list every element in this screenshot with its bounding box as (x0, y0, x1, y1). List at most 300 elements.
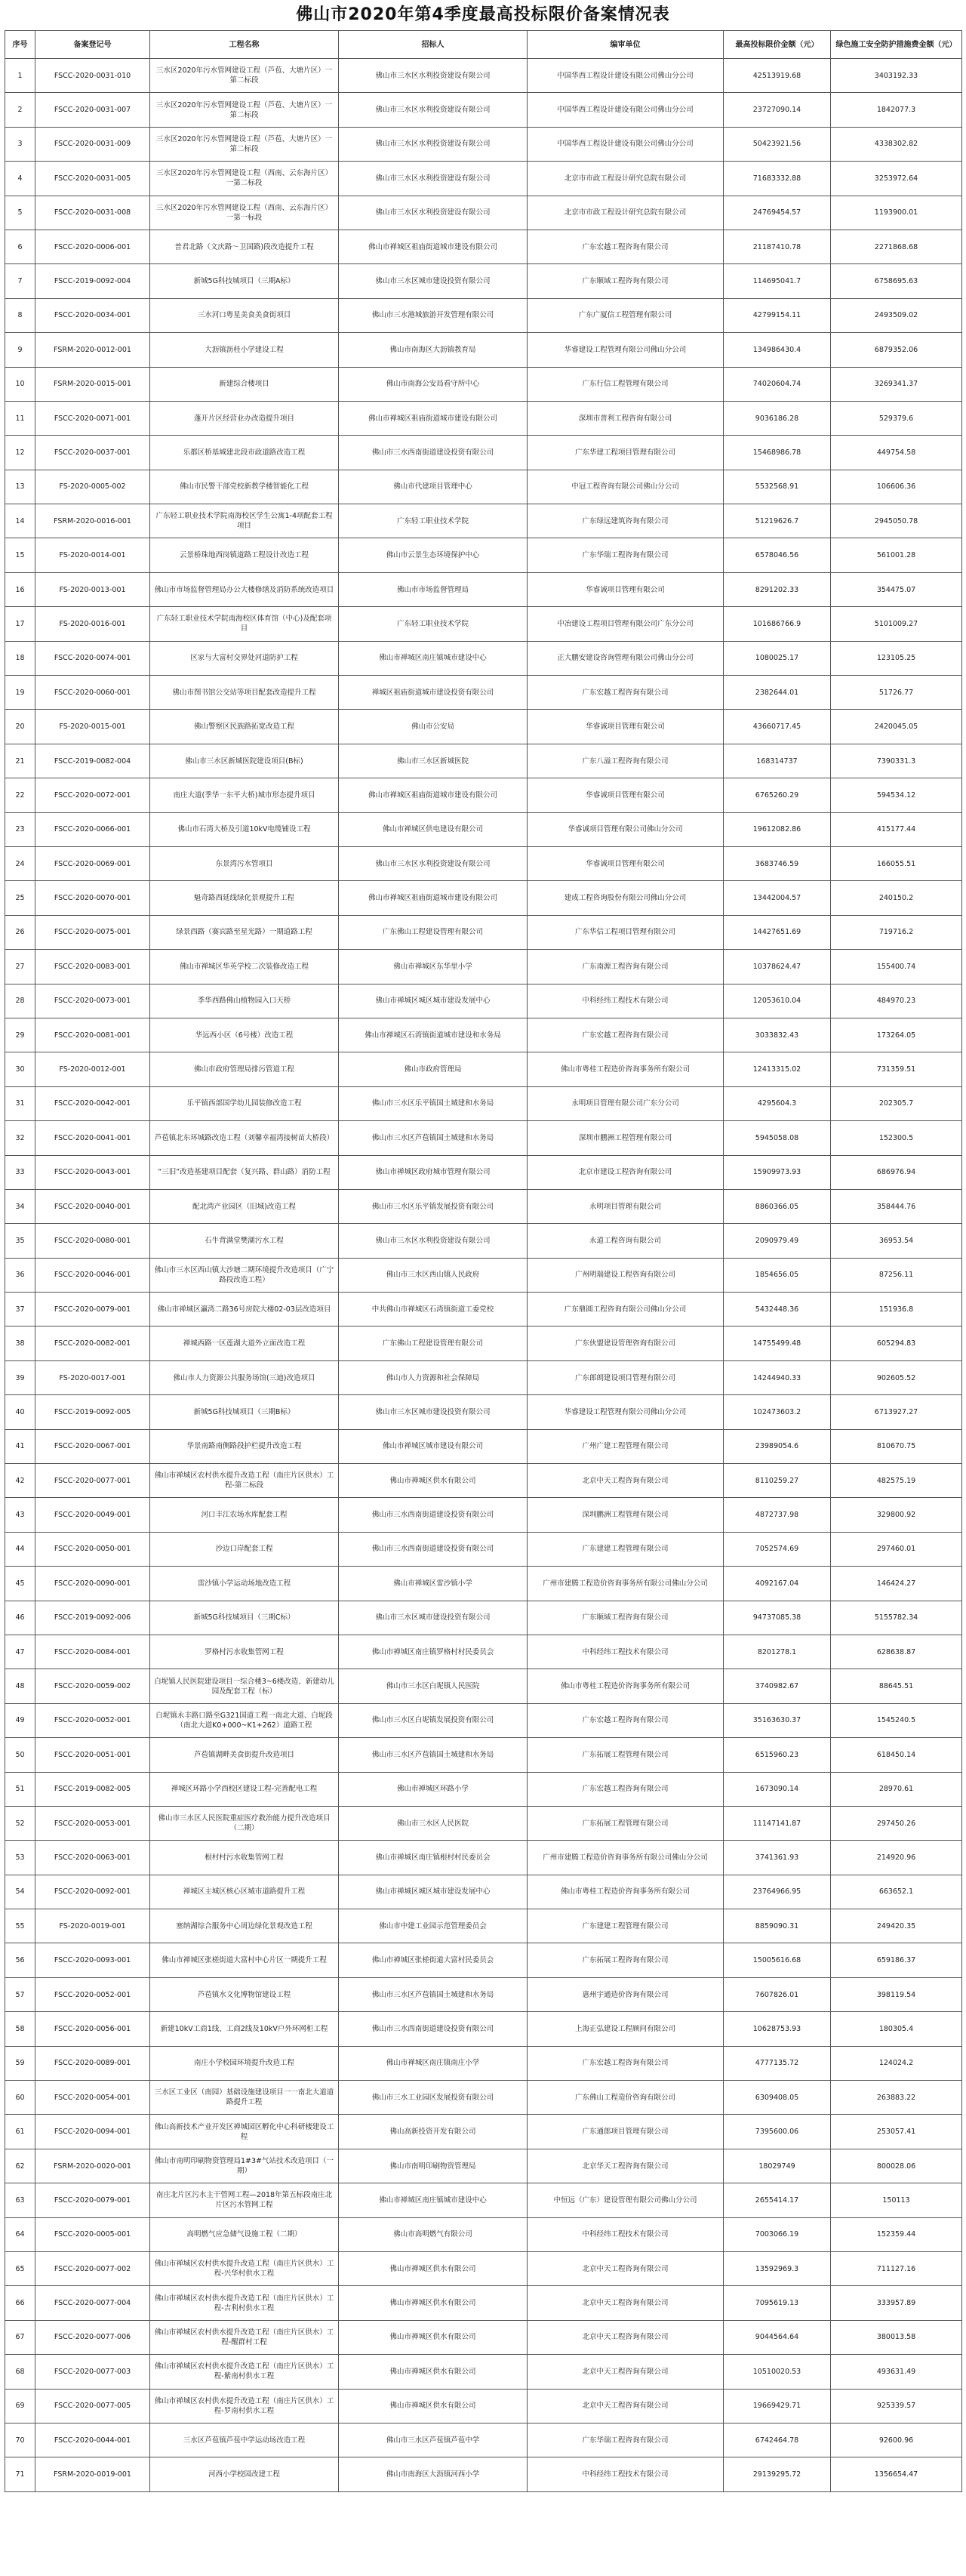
cell-max-price: 7052574.69 (724, 1532, 831, 1566)
cell-compiler: 中恒远（广东）建设管理有限公司佛山分公司 (528, 2183, 724, 2217)
cell-index: 29 (5, 1018, 35, 1052)
table-row (5, 1018, 962, 1052)
cell-compiler: 中科经纬工程技术有限公司 (528, 2217, 724, 2251)
cell-compiler: 中科经纬工程技术有限公司 (528, 2457, 724, 2491)
cell-filing-no: FSCC-2020-0083-001 (35, 950, 150, 984)
cell-filing-no: FSCC-2020-0079-001 (35, 1293, 150, 1327)
cell-filing-no: FSCC-2020-0031-008 (35, 196, 150, 230)
cell-safety-fee: 5101009.27 (831, 607, 962, 641)
cell-project-name: 大沥镇沥桂小学建设工程 (150, 333, 339, 367)
cell-safety-fee: 87256.11 (831, 1258, 962, 1292)
cell-safety-fee: 618450.14 (831, 1738, 962, 1772)
cell-filing-no: FSCC-2020-0077-002 (35, 2252, 150, 2286)
cell-index: 3 (5, 127, 35, 161)
cell-max-price: 3033832.43 (724, 1018, 831, 1052)
cell-tenderer: 佛山市三水区芦苞镇国土城建和水务局 (339, 1738, 528, 1772)
table-row (5, 812, 962, 846)
cell-tenderer: 佛山市禅城区供水有限公司 (339, 2355, 528, 2389)
table-row (5, 778, 962, 812)
cell-max-price: 102473603.2 (724, 1395, 831, 1429)
cell-filing-no: FSCC-2020-0069-001 (35, 846, 150, 880)
cell-index: 12 (5, 436, 35, 470)
cell-safety-fee: 1356654.47 (831, 2457, 962, 2491)
cell-tenderer: 佛山市禅城区城市建设有限公司 (339, 1429, 528, 1463)
cell-max-price: 7395600.06 (724, 2115, 831, 2149)
cell-project-name: 佛山市民警干部党校新教学楼智能化工程 (150, 470, 339, 504)
cell-filing-no: FSRM-2020-0012-001 (35, 333, 150, 367)
cell-safety-fee: 4338302.82 (831, 127, 962, 161)
cell-filing-no: FSCC-2020-0077-004 (35, 2286, 150, 2320)
cell-project-name: 东景湾污水管项目 (150, 846, 339, 880)
cell-index: 59 (5, 2046, 35, 2080)
cell-project-name: 佛山市禅城区农村供水提升改造工程（南庄片区供水）工程-兴华村供水工程 (150, 2252, 339, 2286)
cell-index: 47 (5, 1635, 35, 1669)
cell-project-name: 南庄北片区污水主干管网工程—2018年第五标段南庄北片区污水管网工程 (150, 2183, 339, 2217)
table-row (5, 1806, 962, 1840)
cell-max-price: 14755499.48 (724, 1327, 831, 1360)
cell-max-price: 1673090.14 (724, 1772, 831, 1806)
cell-tenderer: 佛山市人力资源和社会保障局 (339, 1360, 528, 1394)
cell-index: 65 (5, 2252, 35, 2286)
table-row (5, 1189, 962, 1223)
cell-max-price: 5532568.91 (724, 470, 831, 504)
cell-tenderer: 佛山市高明燃气有限公司 (339, 2217, 528, 2251)
cell-filing-no: FSCC-2020-0090-001 (35, 1567, 150, 1601)
table-row (5, 1052, 962, 1086)
table-row (5, 367, 962, 401)
cell-safety-fee: 810670.75 (831, 1429, 962, 1463)
cell-filing-no: FSCC-2020-0084-001 (35, 1635, 150, 1669)
cell-compiler: 广东八溢工程咨询有限公司 (528, 744, 724, 778)
cell-project-name: 芦苞镇湖畔美食街提升改造项目 (150, 1738, 339, 1772)
cell-compiler: 北京中天工程咨询有限公司 (528, 2320, 724, 2354)
cell-compiler: 深圳市普利工程咨询有限公司 (528, 401, 724, 435)
cell-safety-fee: 380013.58 (831, 2320, 962, 2354)
table-row (5, 2081, 962, 2115)
cell-project-name: 雷沙镇小学运动场地改造工程 (150, 1567, 339, 1601)
cell-max-price: 10628753.93 (724, 2012, 831, 2046)
cell-max-price: 12053610.04 (724, 984, 831, 1018)
cell-project-name: 新城5G科技城项目（三期C标） (150, 1601, 339, 1635)
cell-max-price: 13442004.57 (724, 881, 831, 915)
cell-index: 9 (5, 333, 35, 367)
cell-filing-no: FSCC-2020-0075-001 (35, 915, 150, 949)
cell-compiler: 北京中天工程咨询有限公司 (528, 2286, 724, 2320)
cell-filing-no: FSCC-2020-0056-001 (35, 2012, 150, 2046)
table-row (5, 264, 962, 298)
cell-index: 36 (5, 1258, 35, 1292)
cell-max-price: 6309408.05 (724, 2081, 831, 2115)
cell-tenderer: 佛山市三水区水利投资建设有限公司 (339, 162, 528, 196)
cell-compiler: 广东华信工程项目管理有限公司 (528, 915, 724, 949)
cell-tenderer: 佛山市代建项目管理中心 (339, 470, 528, 504)
cell-index: 28 (5, 984, 35, 1018)
cell-compiler: 北京市建设工程咨询有限公司 (528, 1155, 724, 1189)
cell-compiler: 华睿诚项目管理有限公司 (528, 572, 724, 606)
cell-safety-fee: 902605.52 (831, 1360, 962, 1394)
cell-project-name: 南庄大道(季华一东平大桥)城市形态提升项目 (150, 778, 339, 812)
table-row (5, 93, 962, 127)
cell-safety-fee: 124024.2 (831, 2046, 962, 2080)
cell-max-price: 6578046.56 (724, 538, 831, 572)
cell-index: 17 (5, 607, 35, 641)
cell-max-price: 8860366.05 (724, 1189, 831, 1223)
table-row (5, 127, 962, 161)
cell-project-name: 普君北路（文庆路～卫国路)段改造提升工程 (150, 230, 339, 263)
cell-index: 48 (5, 1669, 35, 1703)
cell-tenderer: 广东轻工职业技术学院 (339, 607, 528, 641)
cell-compiler: 永道工程咨询有限公司 (528, 1224, 724, 1258)
cell-compiler: 华睿诚项目管理有限公司佛山分公司 (528, 812, 724, 846)
table-row (5, 2286, 962, 2320)
cell-max-price: 4295604.3 (724, 1086, 831, 1120)
cell-index: 40 (5, 1395, 35, 1429)
cell-max-price: 14427651.69 (724, 915, 831, 949)
cell-index: 67 (5, 2320, 35, 2354)
cell-max-price: 23989054.6 (724, 1429, 831, 1463)
cell-index: 24 (5, 846, 35, 880)
cell-index: 68 (5, 2355, 35, 2389)
cell-index: 6 (5, 230, 35, 263)
cell-compiler: 华睿诚项目管理有限公司 (528, 846, 724, 880)
cell-safety-fee: 180305.4 (831, 2012, 962, 2046)
cell-max-price: 24769454.57 (724, 196, 831, 230)
table-row (5, 2423, 962, 2457)
cell-index: 50 (5, 1738, 35, 1772)
cell-safety-fee: 155400.74 (831, 950, 962, 984)
cell-compiler: 永明项目管理有限公司广东分公司 (528, 1086, 724, 1120)
cell-index: 35 (5, 1224, 35, 1258)
cell-tenderer: 佛山市三水区城市建设投资有限公司 (339, 1601, 528, 1635)
cell-compiler: 北京市市政工程设计研究总院有限公司 (528, 162, 724, 196)
cell-safety-fee: 51726.77 (831, 676, 962, 710)
cell-safety-fee: 628638.87 (831, 1635, 962, 1669)
cell-tenderer: 佛山市禅城区南庄镇南庄小学 (339, 2046, 528, 2080)
cell-project-name: 三水河口粤星美食美食街项目 (150, 298, 339, 332)
table-row (5, 1703, 962, 1737)
cell-index: 44 (5, 1532, 35, 1566)
cell-tenderer: 佛山市云景生态环境保护中心 (339, 538, 528, 572)
cell-compiler: 广东绿远建筑咨询有限公司 (528, 504, 724, 538)
cell-project-name: 佛山市南明印刷物资管理局1#3#气站技术改造项目（一期） (150, 2149, 339, 2183)
table-row (5, 162, 962, 196)
cell-tenderer: 佛山市三水西南街道建设投资有限公司 (339, 436, 528, 470)
cell-tenderer: 佛山市三水区白坭镇发展投资有限公司 (339, 1703, 528, 1737)
cell-filing-no: FSCC-2020-0006-001 (35, 230, 150, 263)
cell-max-price: 168314737 (724, 744, 831, 778)
cell-compiler: 华睿建设工程管理有限公司佛山分公司 (528, 333, 724, 367)
cell-safety-fee: 263883.22 (831, 2081, 962, 2115)
cell-index: 14 (5, 504, 35, 538)
cell-max-price: 8110259.27 (724, 1464, 831, 1498)
cell-compiler: 广州市建腾工程造价咨询事务所有限公司佛山分公司 (528, 1567, 724, 1601)
cell-tenderer: 佛山市禅城区雷沙镇小学 (339, 1567, 528, 1601)
cell-safety-fee: 88645.51 (831, 1669, 962, 1703)
cell-index: 45 (5, 1567, 35, 1601)
cell-safety-fee: 449754.58 (831, 436, 962, 470)
cell-max-price: 4092167.04 (724, 1567, 831, 1601)
cell-safety-fee: 152300.5 (831, 1121, 962, 1155)
cell-index: 27 (5, 950, 35, 984)
cell-safety-fee: 6879352.06 (831, 333, 962, 367)
cell-tenderer: 佛山市禅城区祖庙街道城市建设有限公司 (339, 778, 528, 812)
cell-tenderer: 广东佛山工程建设管理有限公司 (339, 1327, 528, 1360)
cell-max-price: 23764966.95 (724, 1875, 831, 1909)
cell-tenderer: 禅城区祖庙街道城市建设投资有限公司 (339, 676, 528, 710)
cell-project-name: 禅城区主城区核心区城市道路提升工程 (150, 1875, 339, 1909)
cell-compiler: 广东宏越工程咨询有限公司 (528, 230, 724, 263)
cell-compiler: 中国华西工程设计建设有限公司佛山分公司 (528, 127, 724, 161)
cell-tenderer: 佛山市三水区城市建设投资有限公司 (339, 1395, 528, 1429)
cell-tenderer: 佛山市禅城区城区城市建设发展中心 (339, 984, 528, 1018)
cell-project-name: 季华西路佛山植物园入口天桥 (150, 984, 339, 1018)
cell-max-price: 15909973.93 (724, 1155, 831, 1189)
table-row (5, 1532, 962, 1566)
cell-max-price: 74020604.74 (724, 367, 831, 401)
cell-compiler: 永明项目管理有限公司 (528, 1189, 724, 1223)
cell-safety-fee: 166055.51 (831, 846, 962, 880)
cell-filing-no: FSRM-2020-0015-001 (35, 367, 150, 401)
cell-index: 51 (5, 1772, 35, 1806)
cell-index: 20 (5, 710, 35, 744)
cell-filing-no: FSCC-2020-0081-001 (35, 1018, 150, 1052)
cell-safety-fee: 1193900.01 (831, 196, 962, 230)
cell-max-price: 11147141.87 (724, 1806, 831, 1840)
cell-project-name: 三水区芦苞镇芦苞中学运动场改造工程 (150, 2423, 339, 2457)
cell-compiler: 广东华建工程项目管理有限公司 (528, 436, 724, 470)
cell-tenderer: 佛山市三水区乐平镇国土城建和水务局 (339, 1086, 528, 1120)
cell-project-name: 禅城区环路小学西校区建设工程-完善配电工程 (150, 1772, 339, 1806)
cell-compiler: 北京华天工程咨询有限公司 (528, 2149, 724, 2183)
cell-project-name: 芦苞镇水文化博物馆建设工程 (150, 1977, 339, 2011)
table-row (5, 915, 962, 949)
cell-compiler: 华睿建设工程管理有限公司佛山分公司 (528, 1395, 724, 1429)
cell-compiler: 广东建建工程管理有限公司 (528, 1532, 724, 1566)
table-row (5, 1121, 962, 1155)
table-row (5, 2320, 962, 2354)
cell-filing-no: FSCC-2020-0005-001 (35, 2217, 150, 2251)
table-header (5, 31, 962, 59)
cell-project-name: 佛山市三水区人民医院重症医疗救治能力提升改造项目（二期） (150, 1806, 339, 1840)
cell-safety-fee: 240150.2 (831, 881, 962, 915)
table-row (5, 1943, 962, 1977)
cell-max-price: 9036186.28 (724, 401, 831, 435)
cell-safety-fee: 358444.76 (831, 1189, 962, 1223)
cell-compiler: 广东鼎圆工程咨询有限公司佛山分公司 (528, 1293, 724, 1327)
cell-index: 4 (5, 162, 35, 196)
cell-filing-no: FSCC-2020-0050-001 (35, 1532, 150, 1566)
cell-index: 32 (5, 1121, 35, 1155)
cell-tenderer: 佛山市三水区水利投资建设有限公司 (339, 59, 528, 93)
cell-safety-fee: 354475.07 (831, 572, 962, 606)
cell-compiler: 正大鹏安建设咨询管理有限公司佛山分公司 (528, 641, 724, 675)
cell-index: 13 (5, 470, 35, 504)
cell-max-price: 6742464.78 (724, 2423, 831, 2457)
cell-compiler: 华睿诚项目管理有限公司 (528, 710, 724, 744)
cell-filing-no: FSCC-2020-0059-002 (35, 1669, 150, 1703)
table-row (5, 1841, 962, 1875)
cell-safety-fee: 173264.05 (831, 1018, 962, 1052)
table-row (5, 2355, 962, 2389)
cell-safety-fee: 214920.96 (831, 1841, 962, 1875)
cell-tenderer: 佛山市南海区大沥镇教育局 (339, 333, 528, 367)
col-header-index: 序号 (5, 31, 35, 59)
cell-index: 46 (5, 1601, 35, 1635)
cell-safety-fee: 297460.01 (831, 1532, 962, 1566)
cell-filing-no: FS-2020-0016-001 (35, 607, 150, 641)
cell-safety-fee: 7390331.3 (831, 744, 962, 778)
cell-project-name: 河西小学校园改建工程 (150, 2457, 339, 2491)
cell-filing-no: FSCC-2020-0072-001 (35, 778, 150, 812)
cell-max-price: 4872737.98 (724, 1498, 831, 1532)
cell-safety-fee: 2420045.05 (831, 710, 962, 744)
cell-tenderer: 佛山市禅城区南庄镇城市建设中心 (339, 641, 528, 675)
cell-tenderer: 佛山市禅城区祖庙街道城市建设有限公司 (339, 881, 528, 915)
cell-project-name: 新城5G科技城项目（三期A标） (150, 264, 339, 298)
cell-compiler: 广东通郎项目管理有限公司 (528, 2115, 724, 2149)
cell-compiler: 广东顺域工程咨询有限公司 (528, 264, 724, 298)
table-row (5, 436, 962, 470)
cell-filing-no: FSCC-2020-0077-001 (35, 1464, 150, 1498)
cell-compiler: 佛山市粤桂工程造价咨询事务所有限公司 (528, 1052, 724, 1086)
cell-index: 39 (5, 1360, 35, 1394)
table-row (5, 1601, 962, 1635)
cell-project-name: 白坭镇永丰路口路至G321国道工程一南北大道、白坭段（南北大道K0+000~K1+262）道路工程 (150, 1703, 339, 1737)
cell-tenderer: 佛山市禅城区城区城市建设发展中心 (339, 1875, 528, 1909)
cell-project-name: 禅城西路一区莲湖大道外立面改造工程 (150, 1327, 339, 1360)
cell-tenderer: 佛山市三水区水利投资建设有限公司 (339, 1224, 528, 1258)
table-row (5, 1772, 962, 1806)
cell-compiler: 深圳市鹏洲工程管理有限公司 (528, 1121, 724, 1155)
table-row (5, 2149, 962, 2183)
cell-filing-no: FSCC-2020-0040-001 (35, 1189, 150, 1223)
cell-index: 33 (5, 1155, 35, 1189)
header-row (5, 31, 962, 59)
cell-max-price: 8291202.33 (724, 572, 831, 606)
cell-project-name: 三水区2020年污水管网建设工程（芦苞、大塘片区）一第二标段 (150, 127, 339, 161)
cell-safety-fee: 663652.1 (831, 1875, 962, 1909)
cell-max-price: 2655414.17 (724, 2183, 831, 2217)
cell-max-price: 10378624.47 (724, 950, 831, 984)
cell-tenderer: 佛山市禅城区政府城市管理有限公司 (339, 1155, 528, 1189)
cell-project-name: 佛山市石湾大桥及引道10kV电缆铺设工程 (150, 812, 339, 846)
cell-tenderer: 佛山市南明印刷物资管理局 (339, 2149, 528, 2183)
cell-filing-no: FSCC-2020-0031-010 (35, 59, 150, 93)
cell-project-name: “三旧”改造基建项目配套（复兴路、群山路）消防工程 (150, 1155, 339, 1189)
cell-max-price: 71683332.88 (724, 162, 831, 196)
cell-index: 21 (5, 744, 35, 778)
cell-compiler: 广东南源工程咨询有限公司 (528, 950, 724, 984)
cell-compiler: 北京中天工程咨询有限公司 (528, 2389, 724, 2423)
cell-max-price: 4777135.72 (724, 2046, 831, 2080)
cell-filing-no: FSCC-2020-0031-005 (35, 162, 150, 196)
cell-safety-fee: 329800.92 (831, 1498, 962, 1532)
cell-tenderer: 佛山市三水区水利投资建设有限公司 (339, 127, 528, 161)
cell-safety-fee: 106606.36 (831, 470, 962, 504)
cell-index: 8 (5, 298, 35, 332)
cell-filing-no: FSCC-2020-0079-001 (35, 2183, 150, 2217)
cell-compiler: 中国华西工程设计建设有限公司佛山分公司 (528, 93, 724, 127)
cell-tenderer: 佛山市三水区新城医院 (339, 744, 528, 778)
cell-tenderer: 佛山市南海区大沥镇河西小学 (339, 2457, 528, 2491)
cell-filing-no: FSCC-2019-0092-005 (35, 1395, 150, 1429)
cell-project-name: 乐平镇西部国学幼儿园装修改造工程 (150, 1086, 339, 1120)
cell-safety-fee: 925339.57 (831, 2389, 962, 2423)
cell-max-price: 9044564.64 (724, 2320, 831, 2354)
cell-tenderer: 佛山市三水工业园区发展投资有限公司 (339, 2081, 528, 2115)
cell-index: 66 (5, 2286, 35, 2320)
cell-safety-fee: 415177.44 (831, 812, 962, 846)
table-row (5, 1635, 962, 1669)
cell-filing-no: FSCC-2020-0052-001 (35, 1977, 150, 2011)
cell-max-price: 8201278.1 (724, 1635, 831, 1669)
cell-compiler: 惠州宇通造价咨询有限公司 (528, 1977, 724, 2011)
table-row (5, 676, 962, 710)
cell-project-name: 配北湾产业园区（旧城)改造工程 (150, 1189, 339, 1223)
cell-index: 62 (5, 2149, 35, 2183)
cell-tenderer: 佛山市政府管理局 (339, 1052, 528, 1086)
cell-index: 53 (5, 1841, 35, 1875)
cell-compiler: 中冠工程咨询有限公司佛山分公司 (528, 470, 724, 504)
cell-filing-no: FSCC-2020-0043-001 (35, 1155, 150, 1189)
table-row (5, 470, 962, 504)
table-row (5, 504, 962, 538)
filing-table (5, 30, 962, 2492)
table-row (5, 572, 962, 606)
cell-safety-fee: 719716.2 (831, 915, 962, 949)
cell-max-price: 3683746.59 (724, 846, 831, 880)
cell-max-price: 21187410.78 (724, 230, 831, 263)
cell-tenderer: 佛山市禅城区供水有限公司 (339, 2320, 528, 2354)
cell-project-name: 佛山市禅城区华英学校二次装修改造工程 (150, 950, 339, 984)
cell-tenderer: 中共佛山市禅城区石湾镇街道工委党校 (339, 1293, 528, 1327)
table-row (5, 846, 962, 880)
cell-safety-fee: 6758695.63 (831, 264, 962, 298)
cell-project-name: 佛山市政府管理局排污管道工程 (150, 1052, 339, 1086)
cell-filing-no: FSCC-2020-0046-001 (35, 1258, 150, 1292)
cell-compiler: 广东建建工程管理有限公司 (528, 1909, 724, 1943)
cell-max-price: 2382644.01 (724, 676, 831, 710)
cell-max-price: 19612082.86 (724, 812, 831, 846)
cell-safety-fee: 800028.06 (831, 2149, 962, 2183)
cell-max-price: 10510020.53 (724, 2355, 831, 2389)
cell-safety-fee: 482575.19 (831, 1464, 962, 1498)
cell-compiler: 广东顺域工程咨询有限公司 (528, 1601, 724, 1635)
cell-filing-no: FSRM-2020-0019-001 (35, 2457, 150, 2491)
cell-safety-fee: 686976.94 (831, 1155, 962, 1189)
cell-compiler: 建成工程咨询股份有限公司佛山分公司 (528, 881, 724, 915)
cell-filing-no: FS-2020-0005-002 (35, 470, 150, 504)
cell-project-name: 河口丰江农场水库配套工程 (150, 1498, 339, 1532)
cell-max-price: 51219626.7 (724, 504, 831, 538)
cell-safety-fee: 1842077.3 (831, 93, 962, 127)
cell-tenderer: 佛山市三水区乐平镇发展投资有限公司 (339, 1189, 528, 1223)
cell-safety-fee: 5155782.34 (831, 1601, 962, 1635)
cell-project-name: 广东轻工职业技术学院南海校区体育馆（中心)及配套项目 (150, 607, 339, 641)
table-row (5, 401, 962, 435)
cell-compiler: 广东佛山工程造价咨询有限公司 (528, 2081, 724, 2115)
cell-filing-no: FSCC-2020-0060-001 (35, 676, 150, 710)
cell-max-price: 29139295.72 (724, 2457, 831, 2491)
cell-tenderer: 佛山市三水区白坭镇人民医院 (339, 1669, 528, 1703)
table-row (5, 2252, 962, 2286)
cell-filing-no: FSCC-2020-0077-006 (35, 2320, 150, 2354)
cell-filing-no: FSCC-2019-0092-004 (35, 264, 150, 298)
cell-filing-no: FSCC-2020-0042-001 (35, 1086, 150, 1120)
cell-compiler: 北京市市政工程设计研究总院有限公司 (528, 196, 724, 230)
cell-tenderer: 佛山市三水区芦苞镇国土城建和水务局 (339, 1977, 528, 2011)
cell-filing-no: FSCC-2020-0066-001 (35, 812, 150, 846)
